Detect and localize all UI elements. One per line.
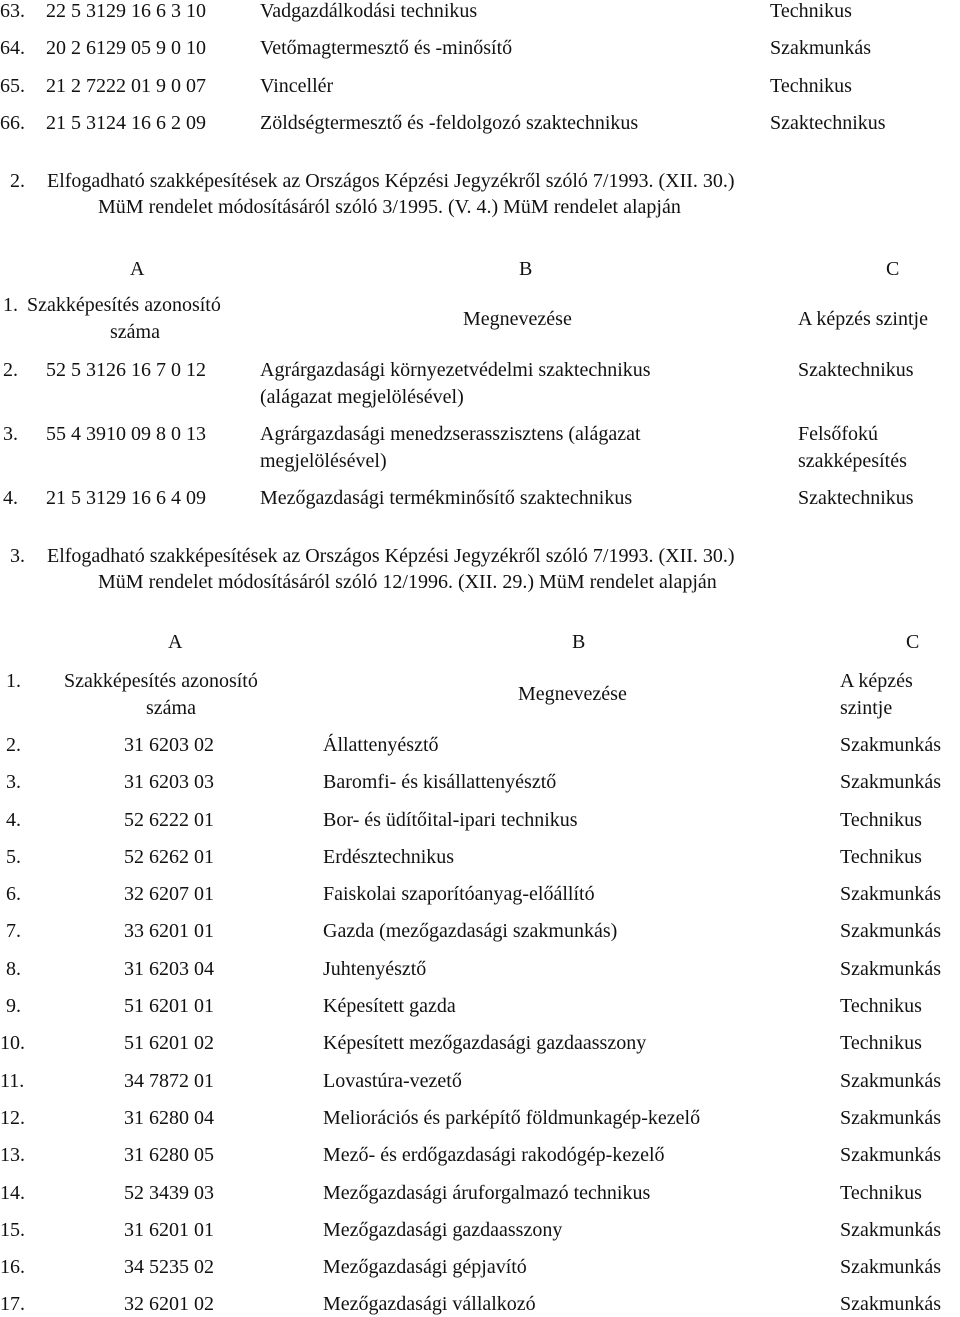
section-title-continued: MüM rendelet módosításáról szóló 3/1995. (V. 4.) MüM rendelet alapján	[98, 196, 681, 218]
row-code: 31 6203 02	[124, 734, 214, 756]
row-level: Szakmunkás	[840, 1293, 942, 1315]
header-level: A képzés szintje	[798, 308, 928, 330]
row-name: Juhtenyésztő	[323, 958, 427, 980]
row-code: 52 6222 01	[124, 809, 214, 831]
row-code: 31 6203 04	[124, 958, 214, 980]
row-number: 7.	[6, 920, 21, 942]
row-level: Technikus	[770, 75, 852, 97]
row-name: Mező- és erdőgazdasági rakodógép-kezelő	[323, 1144, 665, 1166]
row-number: 13.	[0, 1144, 25, 1166]
row-level: Szakmunkás	[840, 1256, 942, 1278]
row-number: 4.	[6, 809, 21, 831]
row-name-continued: (alágazat megjelölésével)	[260, 386, 464, 408]
row-level: Szaktechnikus	[798, 487, 914, 509]
row-name: Állattenyésztő	[323, 734, 439, 756]
row-level: Technikus	[840, 995, 922, 1017]
row-name: Gazda (mezőgazdasági szakmunkás)	[323, 920, 618, 942]
row-code: 21 5 3124 16 6 2 09	[46, 112, 206, 134]
row-name: Meliorációs és parképítő földmunkagép-kezelő	[323, 1107, 701, 1129]
row-level: Technikus	[770, 0, 852, 22]
row-number: 3.	[6, 771, 21, 793]
row-number: 66.	[0, 112, 25, 134]
row-number: 4.	[3, 487, 18, 509]
row-code: 20 2 6129 05 9 0 10	[46, 37, 206, 59]
row-name: Vadgazdálkodási technikus	[260, 0, 478, 22]
row-level-continued: szakképesítés	[798, 450, 907, 472]
row-code: 31 6280 04	[124, 1107, 214, 1129]
row-name: Mezőgazdasági áruforgalmazó technikus	[323, 1182, 651, 1204]
row-name: Baromfi- és kisállattenyésztő	[323, 771, 557, 793]
row-level: Szakmunkás	[840, 1070, 942, 1092]
row-level: Szakmunkás	[840, 958, 942, 980]
row-level: Technikus	[840, 809, 922, 831]
row-number: 14.	[0, 1182, 25, 1204]
header-code: Szakképesítés azonosító	[27, 294, 221, 316]
column-letter-a: A	[168, 631, 183, 653]
row-level: Szakmunkás	[840, 1144, 942, 1166]
column-letter-b: B	[572, 631, 586, 653]
row-number: 15.	[0, 1219, 25, 1241]
row-name-continued: megjelölésével)	[260, 450, 387, 472]
row-name: Mezőgazdasági vállalkozó	[323, 1293, 536, 1315]
row-name: Erdésztechnikus	[323, 846, 455, 868]
row-level: Szakmunkás	[840, 920, 942, 942]
row-code: 52 6262 01	[124, 846, 214, 868]
row-code: 34 5235 02	[124, 1256, 214, 1278]
row-code: 21 5 3129 16 6 4 09	[46, 487, 206, 509]
header-number: 1.	[6, 670, 21, 692]
row-name: Képesített mezőgazdasági gazdaasszony	[323, 1032, 647, 1054]
row-level: Szakmunkás	[840, 734, 942, 756]
row-code: 22 5 3129 16 6 3 10	[46, 0, 206, 22]
row-level: Szaktechnikus	[798, 359, 914, 381]
column-letter-b: B	[519, 258, 533, 280]
row-number: 2.	[3, 359, 18, 381]
header-code-continued: száma	[146, 697, 196, 719]
row-name: Agrárgazdasági menedzserasszisztens (alágazat	[260, 423, 641, 445]
row-name: Mezőgazdasági gazdaasszony	[323, 1219, 563, 1241]
column-letter-c: C	[886, 258, 900, 280]
row-number: 16.	[0, 1256, 25, 1278]
row-code: 31 6201 01	[124, 1219, 214, 1241]
column-letter-c: C	[906, 631, 920, 653]
row-number: 3.	[3, 423, 18, 445]
row-name: Mezőgazdasági termékminősítő szaktechnikus	[260, 487, 633, 509]
column-letter-a: A	[130, 258, 145, 280]
row-level: Technikus	[840, 1182, 922, 1204]
header-code-continued: száma	[110, 321, 160, 343]
section-number: 2.	[10, 170, 25, 192]
row-level: Szakmunkás	[840, 883, 942, 905]
row-code: 51 6201 02	[124, 1032, 214, 1054]
header-level: A képzés	[840, 670, 913, 692]
row-number: 5.	[6, 846, 21, 868]
row-number: 17.	[0, 1293, 25, 1315]
row-level: Szaktechnikus	[770, 112, 886, 134]
row-number: 9.	[6, 995, 21, 1017]
row-level: Felsőfokú	[798, 423, 878, 445]
row-level: Szakmunkás	[840, 771, 942, 793]
row-number: 64.	[0, 37, 25, 59]
row-code: 55 4 3910 09 8 0 13	[46, 423, 206, 445]
row-code: 52 3439 03	[124, 1182, 214, 1204]
row-code: 31 6280 05	[124, 1144, 214, 1166]
header-name: Megnevezése	[518, 683, 627, 705]
row-code: 31 6203 03	[124, 771, 214, 793]
row-number: 6.	[6, 883, 21, 905]
section-number: 3.	[10, 545, 25, 567]
row-code: 34 7872 01	[124, 1070, 214, 1092]
row-number: 12.	[0, 1107, 25, 1129]
row-number: 8.	[6, 958, 21, 980]
row-level: Szakmunkás	[770, 37, 872, 59]
row-name: Bor- és üdítőital-ipari technikus	[323, 809, 578, 831]
row-number: 10.	[0, 1032, 25, 1054]
row-name: Zöldségtermesztő és -feldolgozó szaktechnikus	[260, 112, 639, 134]
row-code: 21 2 7222 01 9 0 07	[46, 75, 206, 97]
row-number: 65.	[0, 75, 25, 97]
row-level: Technikus	[840, 1032, 922, 1054]
row-number: 11.	[0, 1070, 25, 1092]
section-title: Elfogadható szakképesítések az Országos Képzési Jegyzékről szóló 7/1993. (XII. 30.)	[47, 545, 735, 567]
row-code: 33 6201 01	[124, 920, 214, 942]
row-name: Vetőmagtermesztő és -minősítő	[260, 37, 513, 59]
header-number: 1.	[3, 294, 18, 316]
row-number: 2.	[6, 734, 21, 756]
row-name: Mezőgazdasági gépjavító	[323, 1256, 527, 1278]
row-name: Agrárgazdasági környezetvédelmi szaktechnikus	[260, 359, 651, 381]
row-code: 32 6207 01	[124, 883, 214, 905]
header-level-continued: szintje	[840, 697, 893, 719]
row-name: Vincellér	[260, 75, 334, 97]
header-code: Szakképesítés azonosító	[64, 670, 258, 692]
row-code: 52 5 3126 16 7 0 12	[46, 359, 206, 381]
row-level: Szakmunkás	[840, 1219, 942, 1241]
row-name: Faiskolai szaporítóanyag-előállító	[323, 883, 595, 905]
row-level: Technikus	[840, 846, 922, 868]
row-code: 32 6201 02	[124, 1293, 214, 1315]
row-number: 63.	[0, 0, 25, 22]
row-name: Képesített gazda	[323, 995, 456, 1017]
row-level: Szakmunkás	[840, 1107, 942, 1129]
row-code: 51 6201 01	[124, 995, 214, 1017]
section-title-continued: MüM rendelet módosításáról szóló 12/1996. (XII. 29.) MüM rendelet alapján	[98, 571, 717, 593]
section-title: Elfogadható szakképesítések az Országos Képzési Jegyzékről szóló 7/1993. (XII. 30.)	[47, 170, 735, 192]
row-name: Lovastúra-vezető	[323, 1070, 462, 1092]
header-name: Megnevezése	[463, 308, 572, 330]
